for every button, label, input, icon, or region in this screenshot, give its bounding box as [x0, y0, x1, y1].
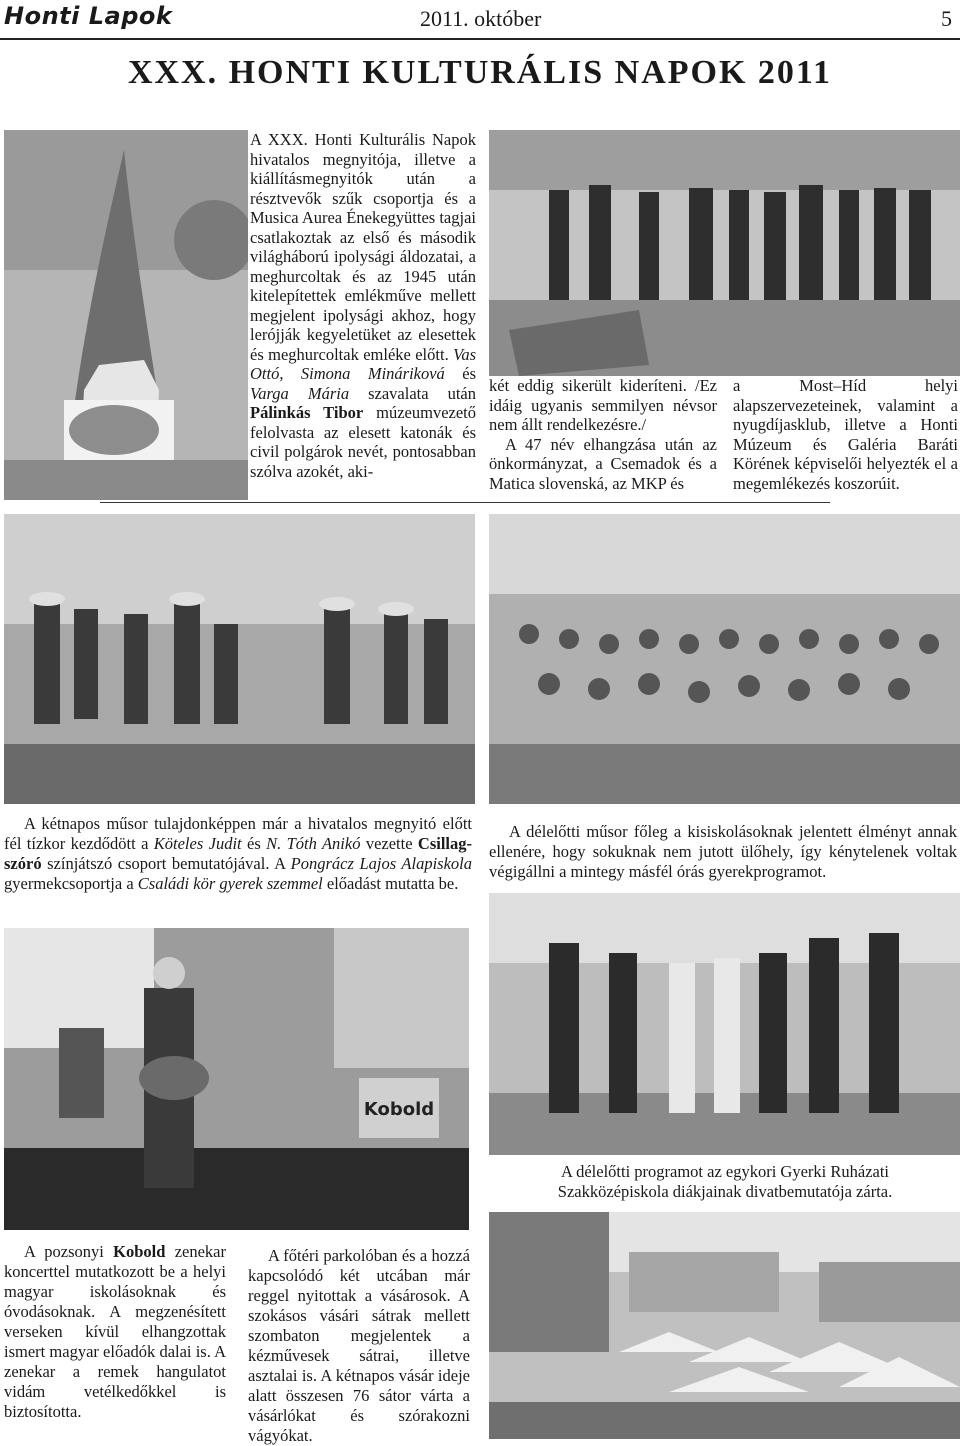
article-col2-para1: két eddig sikerült kideríteni. /Ez idáig ugyanis semmilyen névsor nem állt rendelkezésre./ [489, 376, 717, 434]
cap-text: gyermekcsoportja a [4, 874, 138, 893]
cap-text: A kétnapos műsor tulajdonképpen már a hivatalos megnyitó előtt fél tízkor kezdődött a [4, 814, 472, 853]
cap-text: A pozsonyi [24, 1242, 114, 1261]
issue-date: 2011. október [420, 6, 542, 31]
performers-2: Varga Mária [250, 383, 350, 403]
photo-kobold-concert [4, 928, 469, 1230]
cap-text: előadást mutatta be. [322, 874, 459, 893]
article-col3-para: a Most–Híd helyi alapszervezeteinek, valamint a nyugdíjasklub, illetve a Honti Múzeum és Galéria Baráti Körének képviselői helyezték el a megemlékezés koszorúit. [733, 376, 958, 493]
article-text-2: szavalata után [349, 383, 477, 403]
article-intro: A XXX. Honti Kulturális Napok hivatalos megnyitója, illetve a kiállításmegnyitók után a résztvevők szűk csoportja és a Musica Aurea Énekegyüttes tagjai csatlakoztak az első és második világháború ipolysági áldozatai, a meghurcoltak és az 1945 után kitelepítettek emlékműve mellett megjelent ipolysági akhoz, hogy lerójják kegyeletüket az elesettek és meghurcoltak emléke előtt. [250, 130, 476, 364]
article-column-1 [250, 130, 476, 481]
photo-ceremony [489, 130, 960, 376]
caption-program-left [4, 814, 472, 894]
header-rule [0, 38, 960, 40]
article-text-3: múzeumvezető felolvasta az elesett katonák és civil polgárok nevét, pontosabban szólva azokét, aki- [250, 403, 477, 481]
caption-kobold [4, 1242, 226, 1422]
kobold-sign-text: Kobold [363, 1099, 435, 1120]
photo-audience [489, 514, 960, 804]
section-divider [100, 502, 830, 503]
caption-fashion: A délelőtti programot az egykori Gyerki Ruházati Szakközépiskola diákjainak divatbemutatója zárta. [557, 1162, 893, 1201]
conj: és [444, 364, 476, 383]
masthead: Honti Lapok [4, 2, 173, 30]
cap-name: N. Tóth Anikó [266, 834, 361, 853]
article-col2-para2: A 47 név elhangzása után az önkormányzat, a Csemadok és a Matica slovenská, az MKP és [489, 434, 717, 493]
photo-memorial [4, 130, 248, 500]
cap-show: Családi kör gyerek szemmel [137, 874, 323, 893]
page-title: XXX. HONTI KULTURÁLIS NAPOK 2011 [127, 54, 833, 91]
caption-market: A főtéri parkolóban és a hozzá kapcsolódó két utcában már reggel nyitottak a vásárosok. A szokásos vásári sátrak mellett szombaton megjelentek a kézművesek sátrai, illetve asztalai is. A kétnapos vásár ideje alatt összesen 76 sátor várta a vásárlókat és szórakozni vágyókat. [248, 1246, 470, 1445]
caption-program-right: A délelőtti műsor főleg a kisiskolásoknak jelentett élményt annak ellenére, hogy sokuknak nem jutott ülőhely, így kénytelenek voltak végigállni a mintegy másfél órás gyerekprogramot. [489, 822, 957, 881]
cap-text: zenekar koncerttel mutatkozott be a helyi magyar iskolásoknak és óvodásoknak. A megzenésített verseken kívül elhangzottak ismert magyar előadók dalai is. A zenekar a remek hangulatot vidám vetélkedőkkel is biztosította. [4, 1242, 226, 1421]
cap-text: és [241, 834, 267, 853]
cap-text: vezette [360, 834, 418, 853]
performers-1: Vas Ottó, Simona Mináriková [250, 344, 477, 383]
photo-children-stage [4, 514, 475, 804]
cap-text: színjátszó csoport bemutatójával. A [41, 854, 291, 873]
band-name: Kobold [113, 1242, 166, 1261]
photo-market [489, 1212, 960, 1439]
photo-fashion-show [489, 893, 960, 1155]
cap-name: Köteles Judit [153, 834, 242, 853]
museum-director: Pálinkás Tibor [250, 403, 364, 422]
cap-school: Pongrácz Lajos Alapiskola [290, 854, 472, 873]
article-column-3 [733, 376, 958, 493]
article-column-2 [489, 376, 717, 493]
page-number: 5 [941, 6, 952, 31]
cap-group: Csillag-szóró [4, 834, 473, 873]
